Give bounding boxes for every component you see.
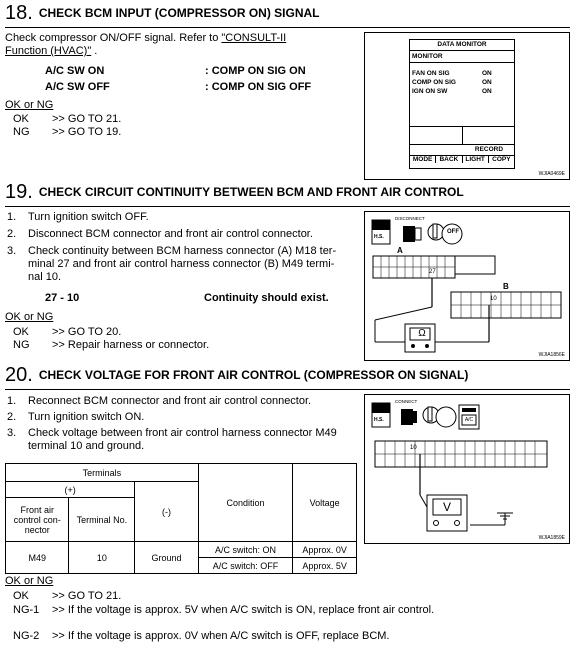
ok-or-ng-label: OK or NG — [5, 99, 54, 111]
terminal-no-header: Terminal No. — [69, 498, 135, 542]
figure-id: WJIA1856E — [538, 352, 565, 358]
condition-value: : COMP ON SIG ON — [205, 65, 306, 77]
consult-link-part1[interactable]: "CONSULT-II — [221, 32, 287, 44]
voltage-header: Voltage — [293, 464, 357, 542]
list-item: Turn ignition switch OFF. — [28, 211, 149, 223]
pin-10-label: 10 — [410, 445, 417, 451]
condition-cell: A/C switch: OFF — [198, 558, 293, 574]
result-code: OK — [13, 590, 29, 602]
monitor-item-value: ON — [482, 70, 492, 77]
list-item: Disconnect BCM connector and front air control connector. — [28, 228, 313, 240]
light-button[interactable]: LIGHT — [463, 156, 489, 163]
ok-or-ng-label: OK or NG — [5, 311, 54, 323]
figure-id: WJIA1859E — [538, 535, 565, 541]
continuity-diagram — [365, 212, 569, 360]
step-20-heading — [5, 364, 570, 390]
result-action: >> GO TO 19. — [52, 126, 122, 138]
connector-header: Front air control con-nector — [6, 498, 69, 542]
voltage-cell: Approx. 0V — [293, 542, 357, 558]
hs-label: H.S. — [374, 234, 384, 240]
monitor-item-name: IGN ON SW — [412, 88, 448, 95]
result-action: >> GO TO 21. — [52, 590, 122, 602]
step-19-heading — [5, 181, 570, 207]
list-item: Check voltage between front air control harness connector M49 — [28, 427, 337, 439]
monitor-item-name: FAN ON SIG — [412, 70, 450, 77]
list-item-cont: terminal 10 and ground. — [28, 440, 145, 452]
pin-10-label: 10 — [490, 296, 497, 302]
data-monitor-figure — [364, 32, 570, 180]
condition-value: : COMP ON SIG OFF — [205, 81, 312, 93]
disconnect-label: DISCONNECT — [395, 216, 425, 221]
continuity-figure — [364, 211, 570, 361]
figure-id: WJIA0469E — [538, 171, 565, 177]
result-action: >> If the voltage is approx. 5V when A/C switch is ON, replace front air control. — [52, 604, 435, 616]
step-19-title: CHECK CIRCUIT CONTINUITY BETWEEN BCM AND FRONT AIR CONTROL — [38, 185, 464, 199]
voltage-figure — [364, 394, 570, 544]
step-20-number: 20. — [5, 364, 33, 386]
list-item: Check continuity between BCM harness connector (A) M18 ter- — [28, 245, 337, 257]
monitor-item-name: COMP ON SIG — [412, 79, 456, 86]
connector-b-label: B — [503, 282, 509, 291]
list-item: Turn ignition switch ON. — [28, 411, 145, 423]
step-18-intro — [5, 32, 286, 45]
list-item-cont: nal 10. — [28, 271, 62, 283]
condition-cell: A/C switch: ON — [198, 542, 293, 558]
result-code: OK — [13, 113, 29, 125]
result-code: NG — [13, 126, 30, 138]
connect-icon — [401, 409, 417, 425]
data-monitor-screen — [409, 39, 515, 169]
result-action: >> Repair harness or connector. — [52, 339, 210, 351]
result-action: >> GO TO 21. — [52, 113, 122, 125]
result-action: >> If the voltage is approx. 0V when A/C switch is OFF, replace BCM. — [52, 630, 390, 642]
step-19-number: 19. — [5, 181, 33, 203]
list-item: Reconnect BCM connector and front air control connector. — [28, 395, 312, 407]
connector-cell: M49 — [6, 542, 69, 574]
condition-header: Condition — [198, 464, 293, 542]
ac-label: A/C — [464, 417, 474, 423]
ok-or-ng-label: OK or NG — [5, 575, 54, 587]
voltage-table — [5, 463, 357, 574]
list-number: 2. — [7, 228, 17, 240]
pin-27-label: 27 — [429, 269, 436, 275]
intro-text: Check compressor ON/OFF signal. Refer to — [5, 32, 222, 44]
step-18-heading — [5, 2, 570, 28]
minus-header: (-) — [135, 482, 199, 542]
step-18-number: 18. — [5, 2, 33, 24]
step-18-title: CHECK BCM INPUT (COMPRESSOR ON) SIGNAL — [38, 6, 320, 20]
mode-button[interactable]: MODE — [410, 156, 436, 163]
off-label: OFF — [447, 229, 459, 235]
list-item-cont: minal 27 and front air control harness connector (B) M49 termi- — [28, 258, 335, 270]
copy-button[interactable]: COPY — [492, 156, 511, 163]
condition-label: A/C SW OFF — [45, 81, 110, 93]
monitor-buttons — [410, 156, 514, 163]
result-code: NG — [13, 339, 30, 351]
list-number: 1. — [7, 395, 17, 407]
list-number: 1. — [7, 211, 17, 223]
list-number: 2. — [7, 411, 17, 423]
terminal-no-cell: 10 — [69, 542, 135, 574]
step-20-title: CHECK VOLTAGE FOR FRONT AIR CONTROL (COMPRESSOR ON SIGNAL) — [38, 368, 469, 382]
spec-result: Continuity should exist. — [204, 292, 329, 304]
terminals-header: Terminals — [6, 464, 199, 482]
connector-a-label: A — [397, 246, 403, 255]
record-button[interactable]: RECORD — [474, 146, 504, 153]
ohm-symbol: Ω — [418, 328, 426, 339]
minus-cell: Ground — [135, 542, 199, 574]
monitor-item-value: ON — [482, 88, 492, 95]
data-monitor-header: DATA MONITOR — [410, 40, 514, 51]
connect-label: CONNECT — [395, 399, 418, 404]
intro-tail: . — [91, 45, 98, 57]
back-button[interactable]: BACK — [436, 156, 462, 163]
plus-header: (+) — [6, 482, 135, 498]
connector-a-hood — [455, 256, 495, 274]
monitor-label: MONITOR — [410, 51, 514, 63]
disconnect-icon — [403, 226, 421, 242]
step-18-intro-line2 — [5, 45, 97, 58]
list-number: 3. — [7, 245, 17, 257]
volt-symbol: V — [442, 500, 451, 514]
result-code: NG-2 — [13, 630, 40, 642]
consult-link-part2[interactable]: Function (HVAC)" — [5, 45, 92, 57]
condition-label: A/C SW ON — [45, 65, 105, 77]
result-code: OK — [13, 326, 29, 338]
spec-terminals: 27 - 10 — [45, 292, 80, 304]
ignition-key-icon — [423, 407, 456, 427]
result-action: >> GO TO 20. — [52, 326, 122, 338]
list-number: 3. — [7, 427, 17, 439]
voltage-cell: Approx. 5V — [293, 558, 357, 574]
monitor-item-value: ON — [482, 79, 492, 86]
result-code: NG-1 — [13, 604, 40, 616]
hs-label: H.S. — [374, 417, 384, 423]
